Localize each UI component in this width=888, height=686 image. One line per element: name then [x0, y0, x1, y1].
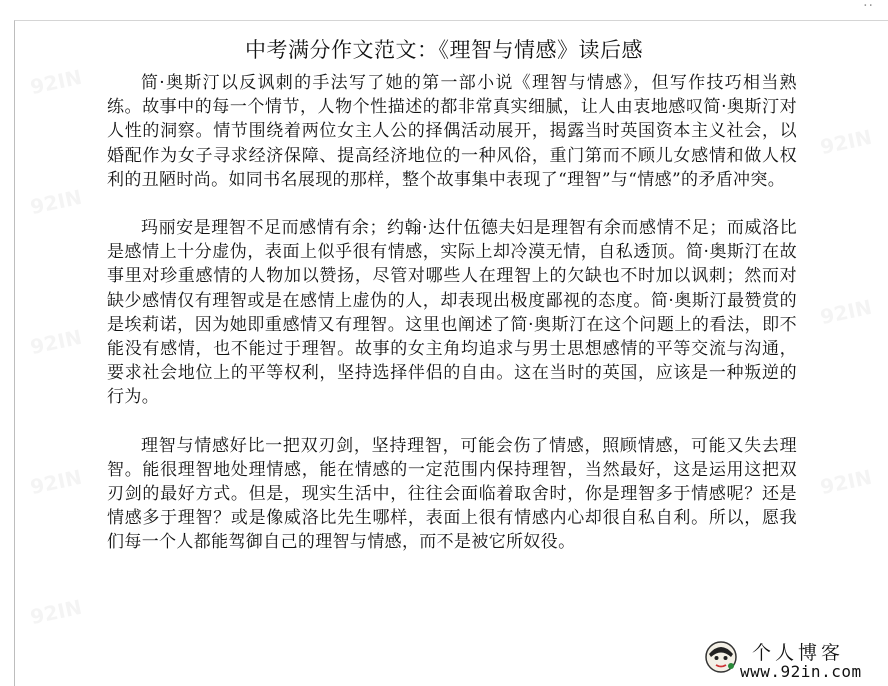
blog-avatar-icon [704, 640, 738, 674]
corner-mark: ·· [863, 0, 874, 14]
document-title: 中考满分作文范文：《理智与情感》读后感 [245, 38, 643, 62]
blog-badge [698, 636, 884, 684]
blog-badge-title: 个人博客 [752, 642, 845, 664]
body-paragraph: 理智与情感好比一把双刃剑，坚持理智，可能会伤了情感，照顾情感，可能又失去理智。能很理智地处理情感，能在情感的一定范围内保持理智，当然最好，这是运用这把双刃剑的最好方式。但是，现实生活中，往往会面临着取舍时，你是理智多于情感呢？还是情感多于理智？或是像威洛比先生哪样，表面上很有情感内心却很自私自利。所以，愿我们每一个人都能驾御自己的理智与情感，而不是被它所奴役。 [107, 435, 797, 553]
blog-badge-url: www.92in.com [740, 662, 862, 681]
document-body [107, 71, 797, 579]
body-paragraph: 简·奥斯汀以反讽刺的手法写了她的第一部小说《理智与情感》，但写作技巧相当熟练。故事中的每一个情节，人物个性描述的都非常真实细腻，让人由衷地感叹简·奥斯汀对人性的洞察。情节围绕着两位女主人公的择偶活动展开，揭露当时英国资本主义社会，以婚配作为女子寻求经济保障、提高经济地位的一种风俗，重门第而不顾儿女感情和做人权利的丑陋时尚。如同书名展现的那样，整个故事集中表现了“理智”与“情感”的矛盾冲突。 [107, 73, 797, 190]
body-paragraph: 玛丽安是理智不足而感情有余；约翰·达什伍德夫妇是理智有余而感情不足；而威洛比是感情上十分虚伪，表面上似乎很有情感，实际上却冷漠无情，自私透顶。简·奥斯汀在故事里对珍重感情的人物加以赞扬，尽管对哪些人在理智上的欠缺也不时加以讽刺；然而对缺少感情仅有理智或是在感情上虚伪的人，却表现出极度鄙视的态度。简·奥斯汀最赞赏的是埃莉诺，因为她即重感情又有理智。这里也阐述了简·奥斯汀在这个问题上的看法，即不能没有感情，也不能过于理智。故事的女主角均追求与男士思想感情的平等交流与沟通，要求社会地位上的平等权利，坚持选择伴侣的自由。这在当时的英国，应该是一种叛逆的行为。 [107, 218, 797, 408]
